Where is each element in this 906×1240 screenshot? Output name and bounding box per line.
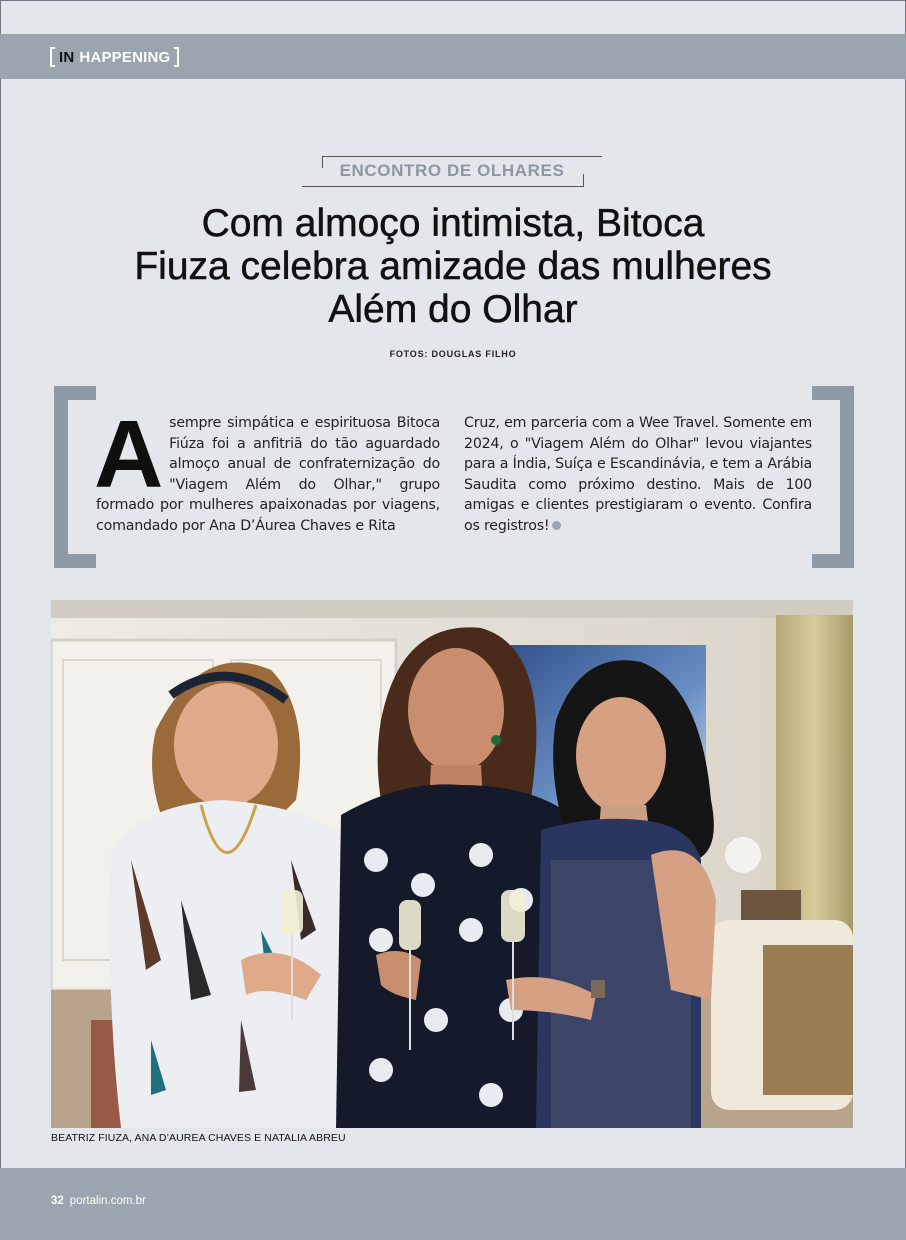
site-url: portalin.com.br [69, 1195, 146, 1207]
event-photo [51, 600, 853, 1128]
photo-caption: BEATRIZ FIUZA, ANA D’AUREA CHAVES E NATALIA ABREU [51, 1132, 346, 1144]
section-prefix: IN [59, 48, 75, 66]
folio [51, 1195, 146, 1207]
drop-cap: A [94, 401, 164, 508]
bracket-open [50, 47, 55, 67]
intro-column-1 [94, 401, 440, 537]
page-number: 32 [51, 1195, 64, 1207]
section-header-bar [0, 34, 906, 79]
headline-line: Além do Olhar [328, 288, 578, 331]
bracket-close [174, 47, 179, 67]
kicker-box [302, 156, 602, 188]
section-name: HAPPENING [79, 48, 171, 66]
photo-credit: FOTOS: DOUGLAS FILHO [389, 349, 517, 359]
intro-column-2 [464, 413, 812, 537]
event-photo-illustration [51, 600, 853, 1128]
end-mark-icon [552, 521, 561, 530]
kicker-label: ENCONTRO DE OLHARES [339, 161, 565, 180]
intro-bracket-left [54, 386, 96, 568]
intro-bracket-right [812, 386, 854, 568]
intro-text-1: sempre simpática e espirituosa Bitoca Fiúza foi a anfitriã do tão aguardado almoço anual de confraternização do "Viagem Além do Olhar," grupo formado por mulheres apaixonadas por viagens, comandado por Ana D’Áurea Chaves e Rita [96, 415, 440, 534]
headline [60, 202, 846, 331]
headline-line: Fiuza celebra amizade das mulheres [134, 245, 772, 288]
footer-bar [0, 1168, 906, 1240]
headline-line: Com almoço intimista, Bitoca [201, 202, 705, 245]
section-tag [50, 46, 179, 68]
intro-text-2: Cruz, em parceria com a Wee Travel. Somente em 2024, o "Viagem Além do Olhar" levou viajantes para a Índia, Suíça e Escandinávia, e tem a Arábia Saudita como próximo destino. Mais de 100 amigas e clientes prestigiaram o evento. Confira os registros! [464, 415, 812, 534]
